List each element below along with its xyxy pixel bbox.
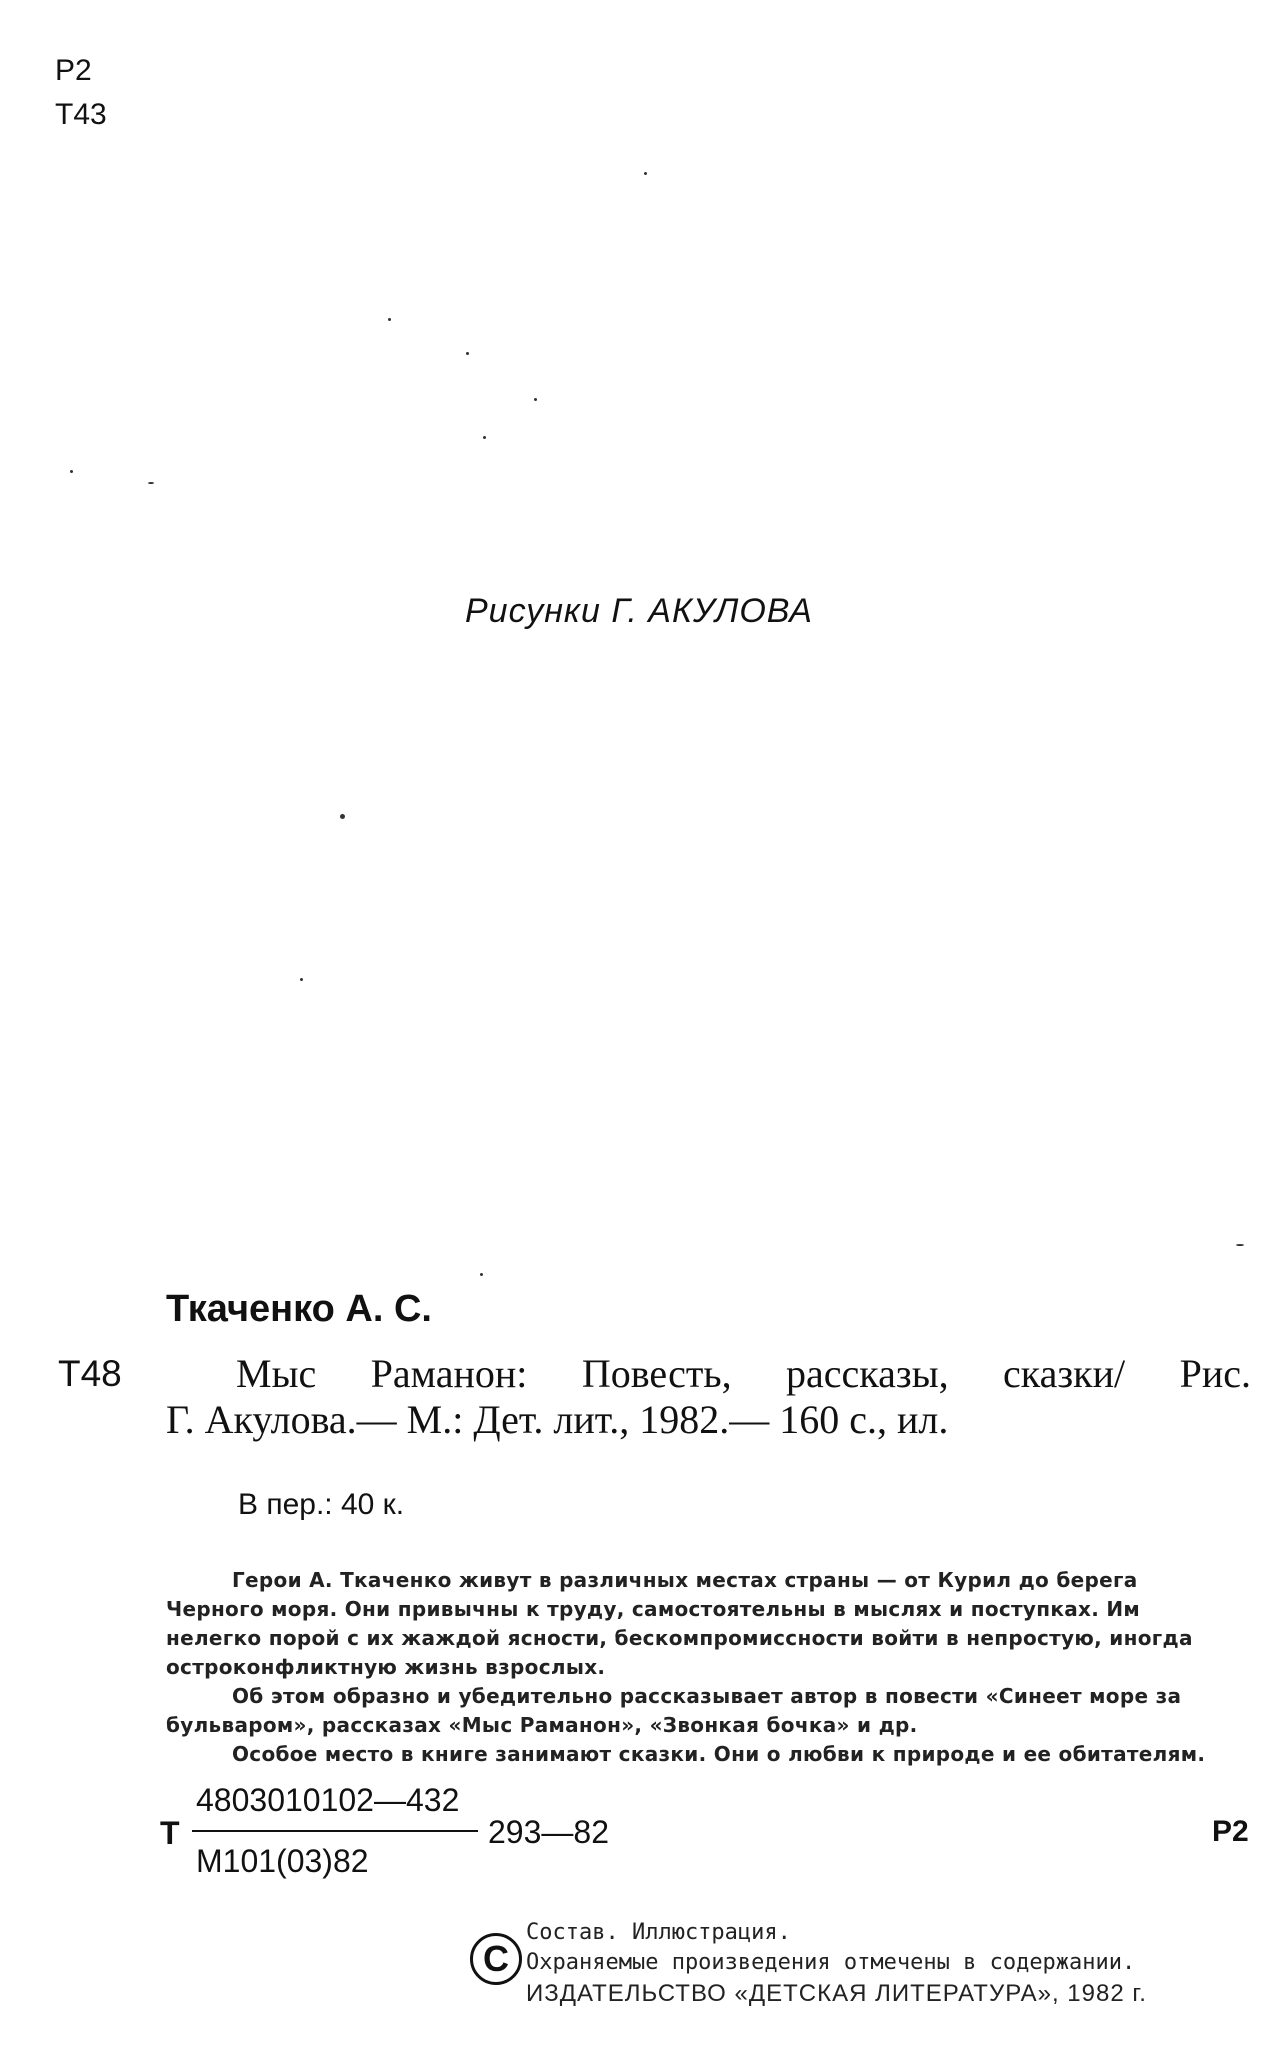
- classification-code-2: Т43: [55, 98, 107, 131]
- publisher-line: ИЗДАТЕЛЬСТВО «ДЕТСКАЯ ЛИТЕРАТУРА», 1982 г.: [526, 1980, 1147, 2007]
- scan-speck: [1236, 1244, 1244, 1246]
- scan-speck: [340, 814, 345, 819]
- scan-speck: [480, 1273, 483, 1276]
- annotation-line: бульваром», рассказах «Мыс Раманон», «Звонкая бочка» и др.: [166, 1713, 918, 1737]
- annotation-line: Об этом образно и убедительно рассказывает автор в повести «Синеет море за: [232, 1684, 1182, 1708]
- index-denominator: М101(03)82: [196, 1843, 369, 1879]
- imprint-line: Состав. Иллюстрация.: [526, 1920, 791, 1945]
- scan-speck: [483, 436, 486, 439]
- scan-speck: [644, 172, 647, 175]
- annotation-line: нелегко порой с их жаждой ясности, бескомпромиссности войти в непростую, иногда: [166, 1626, 1193, 1650]
- scan-speck: [300, 978, 303, 981]
- bibliographic-title-line: [236, 1350, 1251, 1397]
- annotation-line: Особое место в книге занимают сказки. Они о любви к природе и ее обитателям.: [232, 1742, 1206, 1766]
- imprint-line: Охраняемые произведения отмечены в содержании.: [526, 1950, 1136, 1975]
- annotation-line: Черного моря. Они привычны к труду, самостоятельны в мыслях и поступках. Им: [166, 1597, 1141, 1621]
- price-line: В пер.: 40 к.: [238, 1488, 405, 1521]
- index-numerator: 4803010102—432: [196, 1782, 460, 1818]
- index-prefix: Т: [160, 1815, 180, 1851]
- scan-speck: [466, 352, 469, 355]
- title-word: Мыс: [236, 1351, 317, 1396]
- copyright-letter: C: [483, 1938, 509, 1979]
- copyright-icon: [470, 1933, 522, 1985]
- title-word: сказки/: [1003, 1351, 1126, 1396]
- title-word: Раманон:: [370, 1351, 528, 1396]
- scan-speck: [148, 482, 154, 484]
- scan-speck: [388, 318, 391, 321]
- scan-speck: [70, 470, 73, 473]
- call-number: Т48: [58, 1353, 122, 1394]
- index-suffix: 293—82: [488, 1814, 609, 1850]
- author-heading: Ткаченко А. С.: [166, 1288, 432, 1330]
- fraction-bar: [192, 1830, 478, 1832]
- classification-code-1: Р2: [55, 54, 92, 87]
- title-word: Рис.: [1179, 1351, 1251, 1396]
- annotation-line: Герои А. Ткаченко живут в различных местах страны — от Курил до берега: [232, 1568, 1138, 1592]
- annotation-line: остроконфликтную жизнь взрослых.: [166, 1655, 606, 1679]
- title-word: Повесть,: [581, 1351, 732, 1396]
- bibliographic-imprint-line: Г. Акулова.— М.: Дет. лит., 1982.— 160 с., ил.: [166, 1397, 949, 1442]
- scan-speck: [534, 398, 537, 401]
- title-word: рассказы,: [786, 1351, 949, 1396]
- illustrator-credit: Рисунки Г. АКУЛОВА: [465, 592, 813, 630]
- classification-code-bottom: Р2: [1212, 1815, 1249, 1848]
